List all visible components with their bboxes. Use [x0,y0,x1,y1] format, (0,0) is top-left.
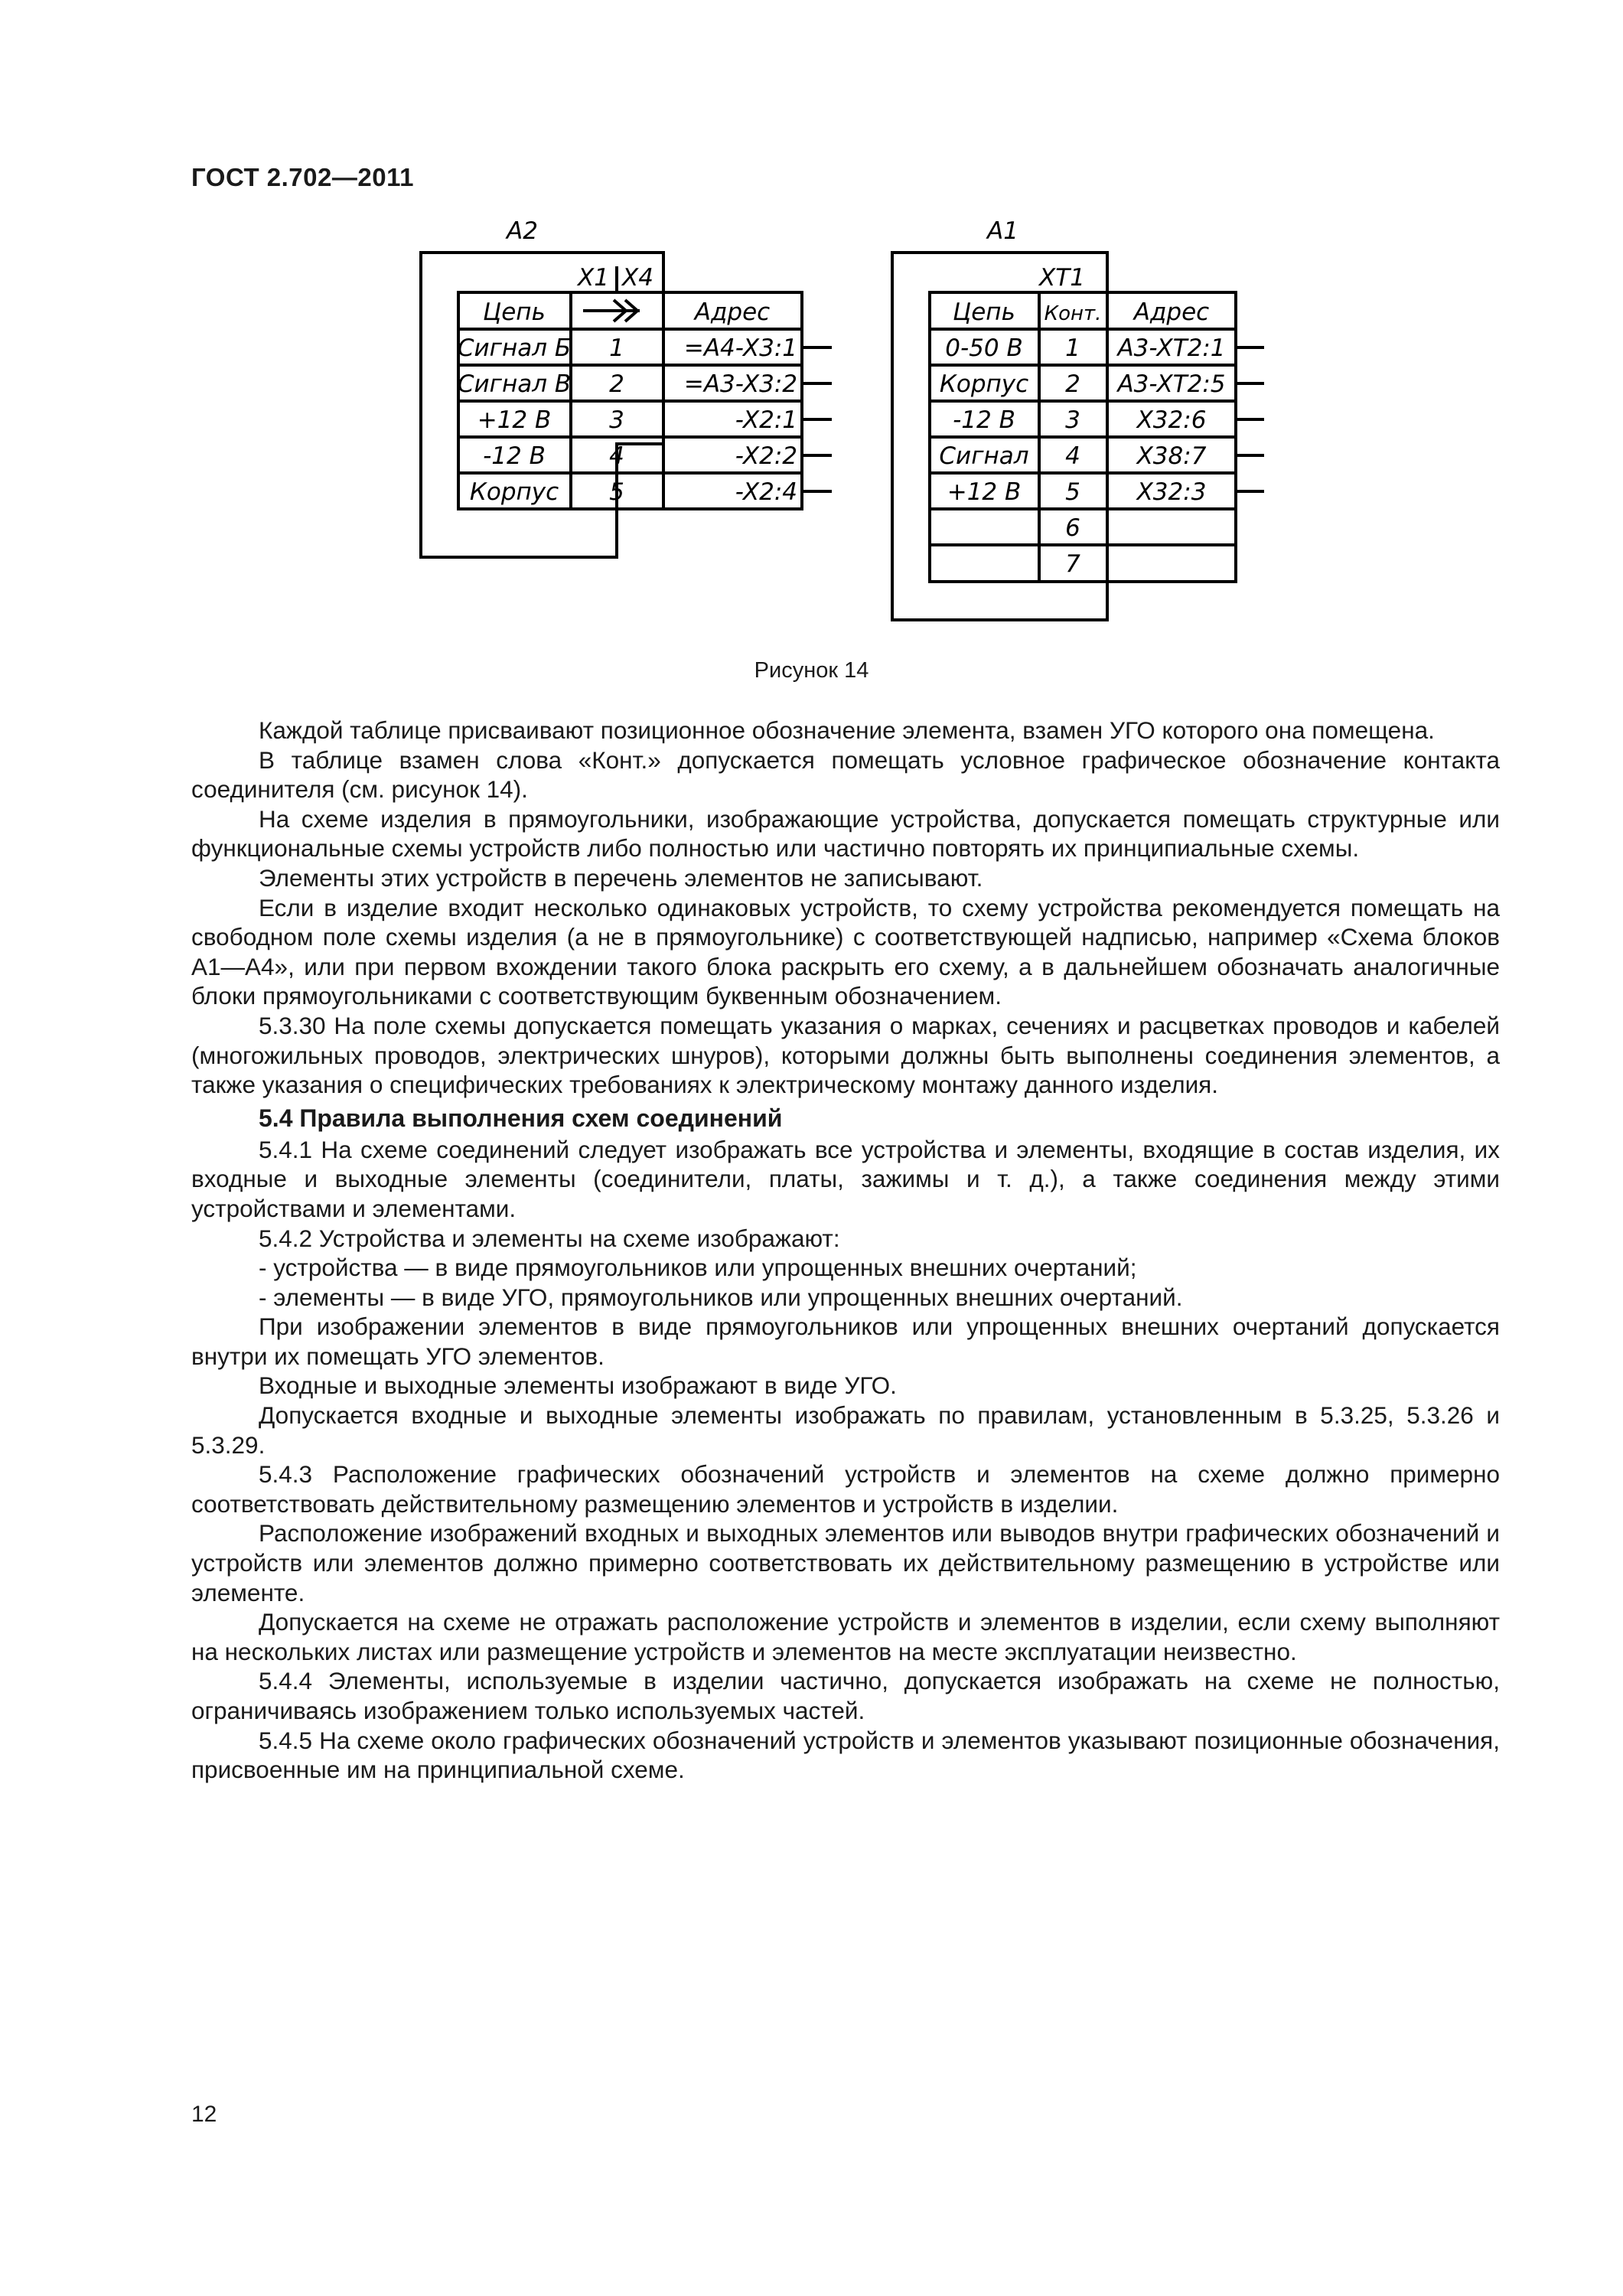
table-cell: 1 [1065,334,1080,362]
table-cell: -12 В [483,442,546,470]
connector-label-xt1: XT1 [1039,264,1085,292]
block-a1 [892,217,1264,620]
paragraph: 5.4.3 Расположение графических обозначений устройств и элементов на схеме должно примерно соответствовать действительному размещению элементов и устройств в изделии. [191,1460,1500,1518]
paragraph: При изображении элементов в виде прямоугольников или упрощенных внешних очертаний допускается внутри их помещать УГО элементов. [191,1313,1500,1370]
block-a2-label: A2 [507,217,538,245]
paragraph: 5.4.5 На схеме около графических обозначений устройств и элементов указывают позиционные обозначения, присвоенные им на принципиальной схеме. [191,1726,1500,1784]
table-cell: =A3-X3:2 [683,370,797,398]
table-cell: 3 [1065,406,1080,434]
table-cell: Сигнал Б [457,334,572,362]
table-cell: X32:3 [1136,478,1207,506]
table-cell: 4 [609,442,624,470]
table-cell: 4 [1065,442,1080,470]
table-cell: 2 [609,370,624,398]
paragraph: Входные и выходные элементы изображают в виде УГО. [259,1371,897,1400]
table-cell: 5 [609,478,624,506]
table-cell: 6 [1065,514,1080,542]
table-cell: -X2:2 [735,442,797,470]
table-cell: +12 В [477,406,552,434]
connector-label-x1: X1 [578,264,609,292]
paragraph: 5.4.4 Элементы, используемые в изделии частично, допускается изображать на схеме не полностью, ограничиваясь изображением только используемых частей. [191,1667,1500,1724]
table-cell: 5 [1065,478,1080,506]
paragraph: Каждой таблице присваивают позиционное обозначение элемента, взамен УГО которого она помещена. [259,716,1435,744]
paragraph: Если в изделие входит несколько одинаковых устройств, то схему устройства рекомендуется помещать на свободном поле схемы изделия (а не в прямоугольнике) с соответствующей надписью, например «Схема блоков А1—А4», или при первом вхождении такого блока раскрыть его схему, а в дальнейшем обозначать аналогичные блоки прямоугольниками с соответствующим буквенным обозначением. [191,893,1500,1010]
block-a2 [421,217,832,557]
table-header-address: Адрес [1133,298,1210,326]
table-cell: A3-XT2:1 [1117,334,1226,362]
table-cell: 3 [609,406,624,434]
paragraph: Допускается входные и выходные элементы изображать по правилам, установленным в 5.3.25, 5.3.26 и 5.3.29. [191,1401,1500,1459]
figure-caption: Рисунок 14 [754,658,869,683]
paragraph: 5.3.30 На поле схемы допускается помещать указания о марках, сечениях и расцветках проводов и кабелей (многожильных проводов, электрических шнуров), которыми должны быть выполнены соединения элементов, а также указания о специфических требованиях к электрическому монтажу данного изделия. [191,1011,1500,1099]
standard-header: ГОСТ 2.702—2011 [191,163,414,191]
table-cell: Сигнал [939,442,1029,470]
block-a1-label: A1 [987,217,1018,245]
paragraph: В таблице взамен слова «Конт.» допускается помещать условное графическое обозначение контакта соединителя (см. рисунок 14). [191,745,1500,804]
list-item: - устройства — в виде прямоугольников или упрощенных внешних очертаний; [259,1254,1137,1282]
page-number: 12 [191,2102,217,2127]
paragraph: На схеме изделия в прямоугольники, изображающие устройства, допускается помещать структурные или функциональные схемы устройств либо полностью или частично повторять их принципиальные схемы. [191,804,1500,863]
table-header-address: Адрес [694,298,771,326]
table-cell: Корпус [939,370,1029,398]
table-cell: 2 [1065,370,1080,398]
table-cell: Сигнал В [457,370,572,398]
connector-contact-symbol [583,300,640,321]
table-cell: -12 В [953,406,1015,434]
table-cell: A3-XT2:5 [1117,370,1226,398]
table-cell: Корпус [469,478,559,506]
table-cell: 1 [609,334,624,362]
table-header-circuit: Цепь [483,298,546,326]
paragraph: Допускается на схеме не отражать расположение устройств и элементов в изделии, если схему выполняют на нескольких листах или размещение устройств и элементов на месте эксплуатации неизвестно. [191,1608,1500,1665]
table-header-circuit: Цепь [953,298,1015,326]
table-cell: -X2:1 [735,406,797,434]
figure-14-diagram [406,217,1324,635]
table-cell: 7 [1065,550,1080,578]
paragraph: 5.4.2 Устройства и элементы на схеме изображают: [259,1224,840,1252]
table-cell: -X2:4 [735,478,797,506]
table-cell: +12 В [947,478,1022,506]
section-title: 5.4 Правила выполнения схем соединений [259,1104,783,1132]
table-header-contact: Конт. [1044,302,1102,325]
table-cell: X38:7 [1136,442,1207,470]
paragraph: Расположение изображений входных и выходных элементов или выводов внутри графических обозначений и устройств или элементов должно примерно соответствовать их действительному размещению в устройстве или элементе. [191,1519,1500,1606]
list-item: - элементы — в виде УГО, прямоугольников или упрощенных внешних очертаний. [259,1283,1183,1311]
table-cell: X32:6 [1136,406,1207,434]
table-cell: 0-50 В [945,334,1023,362]
paragraph: 5.4.1 На схеме соединений следует изображать все устройства и элементы, входящие в состав изделия, их входные и выходные элементы (соединители, платы, зажимы и т. д.), а также соединения между этими устройствами и элементами. [191,1135,1500,1222]
body-text [191,716,1500,1785]
paragraph: Элементы этих устройств в перечень элементов не записывают. [259,863,983,892]
connector-label-x4: X4 [622,264,653,292]
table-cell: =A4-X3:1 [683,334,797,362]
